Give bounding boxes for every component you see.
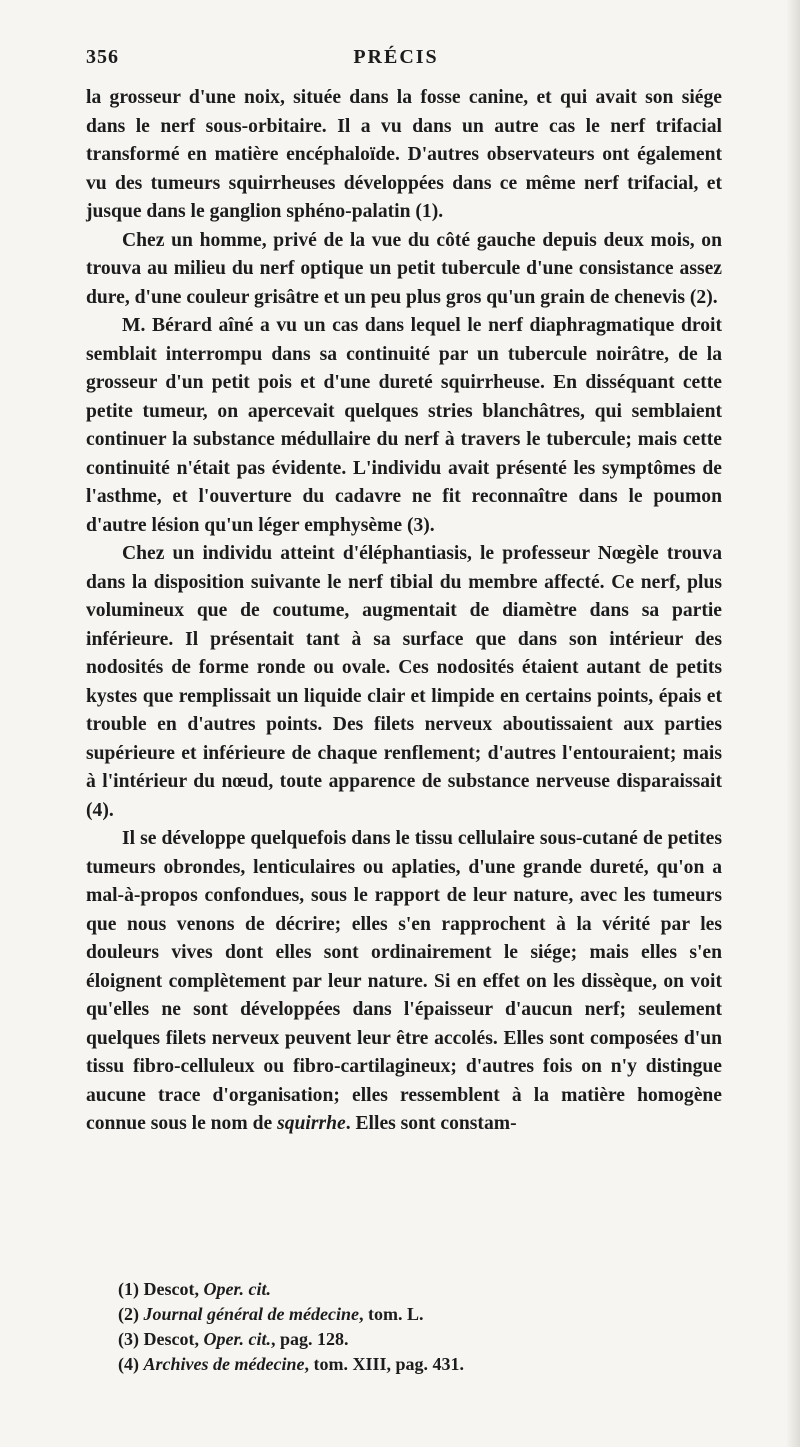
- footnote-number: (1): [118, 1279, 139, 1299]
- page-number: 356: [86, 46, 119, 68]
- footnote-4: [118, 1352, 718, 1377]
- paragraph-5-italic-term: squirrhe: [277, 1113, 346, 1134]
- footnote-text-end: , pag. 128.: [270, 1329, 349, 1349]
- body-text: [86, 84, 722, 1139]
- page-edge-shadow: [786, 0, 800, 1447]
- footnote-text-end: , tom. XIII, pag. 431.: [304, 1354, 464, 1374]
- paragraph-5: [86, 825, 722, 1139]
- paragraph-1: la grosseur d'une noix, située dans la fosse canine, et qui avait son siége dans le nerf sous-orbitaire. Il a vu dans un autre cas le nerf trifacial transformé en matière encéphaloïde. D'autres observateurs ont également vu des tumeurs squirrheuses développées dans ce même nerf trifacial, et jusque dans le ganglion sphéno-palatin (1).: [86, 87, 722, 222]
- footnote-text: Descot,: [139, 1279, 204, 1299]
- footnote-1: [118, 1277, 718, 1302]
- paragraph-3: M. Bérard aîné a vu un cas dans lequel le nerf diaphragmatique droit semblait interrompu dans sa continuité par un tubercule noirâtre, de la grosseur d'un petit pois et d'une dureté squirrheuse. En disséquant cette petite tumeur, on apercevait quelques stries blanchâtres, qui semblaient continuer la substance médullaire du nerf à travers le tubercule; mais cette continuité n'était pas évidente. L'individu avait présenté les symptômes de l'asthme, et l'ouverture du cadavre ne fit reconnaître dans le poumon d'autre lésion qu'un léger emphysème (3).: [86, 315, 722, 536]
- paragraph-5-text-end: . Elles sont constam-: [345, 1113, 517, 1134]
- paragraph-2: Chez un homme, privé de la vue du côté gauche depuis deux mois, on trouva au milieu du nerf optique un petit tubercule d'une consistance assez dure, d'une couleur grisâtre et un peu plus gros qu'un grain de chenevis (2).: [86, 229, 722, 308]
- page-header: [86, 46, 706, 76]
- footnote-3: [118, 1327, 718, 1352]
- running-head: PRÉCIS: [353, 46, 439, 68]
- footnote-italic: Journal général de médecine: [143, 1304, 359, 1324]
- paragraph-4: Chez un individu atteint d'éléphantiasis, le professeur Nœgèle trouva dans la disposition suivante le nerf tibial du membre affecté. Ce nerf, plus volumineux que de coutume, augmentait de diamètre dans sa partie inférieure. Il présentait tant à sa surface que dans son intérieur des nodosités de forme ronde ou ovale. Ces nodosités étaient autant de petits kystes que remplissait un liquide clair et limpide en certains points, épais et trouble en d'autres points. Des filets nerveux aboutissaient aux parties supérieure et inférieure de chaque renflement; d'autres l'entouraient; mais à l'intérieur du nœud, toute apparence de substance nerveuse disparaissait (4).: [86, 543, 722, 821]
- footnote-2: [118, 1302, 718, 1327]
- footnote-italic: Oper. cit.: [203, 1279, 271, 1299]
- footnote-text: Descot,: [139, 1329, 204, 1349]
- footnote-number: (3): [118, 1329, 139, 1349]
- footnote-number: (2): [118, 1304, 139, 1324]
- footnote-number: (4): [118, 1354, 139, 1374]
- paragraph-5-text: Il se développe quelquefois dans le tissu cellulaire sous-cutané de petites tumeurs obrondes, lenticulaires ou aplaties, d'une grande dureté, qu'on a mal-à-propos confondues, sous le rapport de leur nature, avec les tumeurs que nous venons de décrire; elles s'en rapprochent à la vérité par les douleurs vives dont elles sont ordinairement le siége; mais elles s'en éloignent complètement par leur nature. Si en effet on les dissèque, on voit qu'elles ne sont développées dans l'épaisseur d'aucun nerf; seulement quelques filets nerveux peuvent leur être accolés. Elles sont composées d'un tissu fibro-celluleux ou fibro-cartilagineux; d'autres fois on n'y distingue aucune trace d'organisation; elles ressemblent à la matière homogène connue sous le nom de: [86, 828, 722, 1134]
- footnote-italic: Archives de médecine: [143, 1354, 305, 1374]
- footnotes: [118, 1277, 718, 1377]
- footnote-italic: Oper. cit.: [203, 1329, 271, 1349]
- footnote-text-end: , tom. L.: [358, 1304, 424, 1324]
